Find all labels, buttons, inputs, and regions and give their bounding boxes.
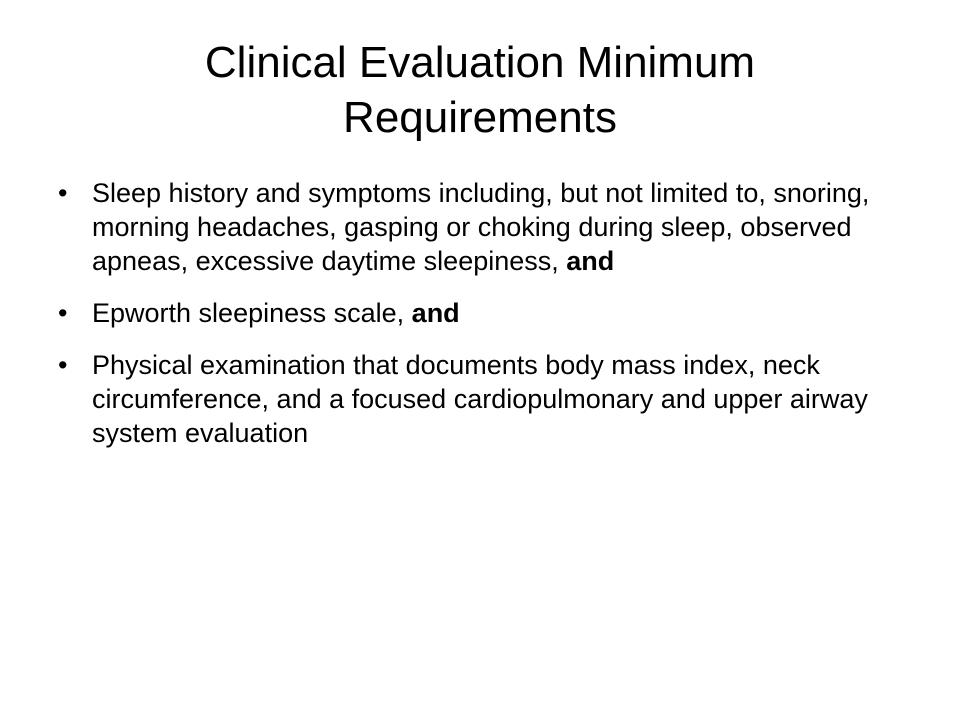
bullet-text: Epworth sleepiness scale, bbox=[92, 298, 412, 328]
bullet-icon: • bbox=[58, 178, 68, 208]
bullet-emphasis: and bbox=[566, 246, 615, 276]
bullet-item-epworth bbox=[58, 296, 898, 330]
slide-title: Clinical Evaluation Minimum Requirements bbox=[204, 38, 756, 142]
bullet-icon: • bbox=[58, 350, 68, 380]
bullet-icon: • bbox=[58, 298, 68, 328]
bullet-list bbox=[58, 176, 898, 468]
bullet-emphasis: and bbox=[411, 298, 460, 328]
bullet-item-sleep-history bbox=[58, 176, 898, 278]
bullet-item-physical-exam bbox=[58, 348, 898, 450]
bullet-text: Physical examination that documents body mass index, neck circumference, and a focused cardiopulmonary and upper airway system evaluation bbox=[92, 350, 868, 448]
bullet-text: Sleep history and symptoms including, but not limited to, snoring, morning headaches, gasping or choking during sleep, observed apneas, excessive daytime sleepiness, bbox=[92, 178, 870, 276]
